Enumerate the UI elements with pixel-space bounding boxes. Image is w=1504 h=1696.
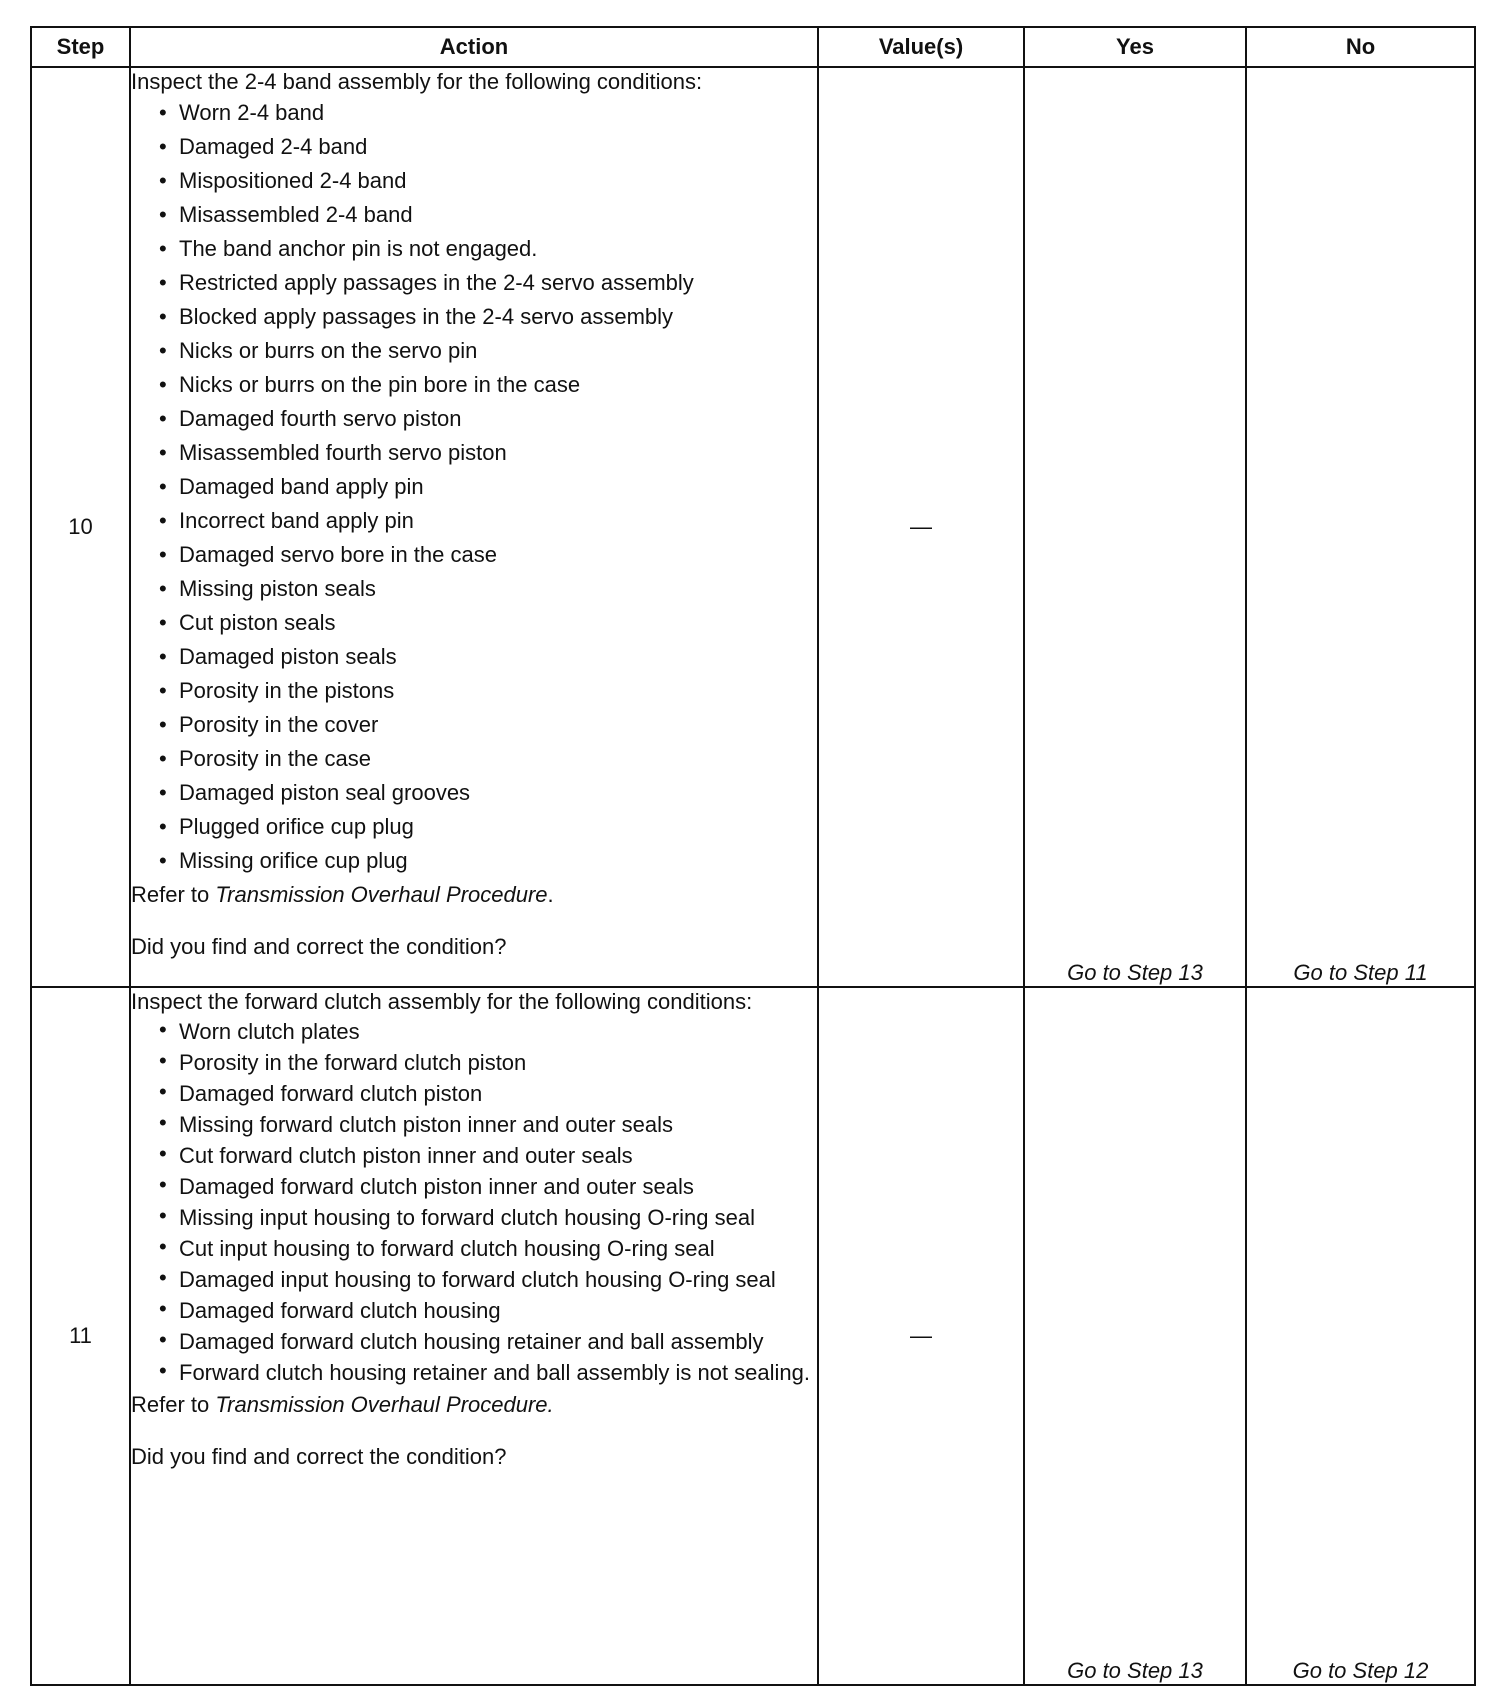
refer-document: Transmission Overhaul Procedure bbox=[215, 882, 548, 907]
header-no: No bbox=[1246, 27, 1475, 67]
yes-cell: Go to Step 13 bbox=[1024, 987, 1246, 1685]
header-values: Value(s) bbox=[818, 27, 1024, 67]
condition-item: • Plugged orifice cup plug bbox=[159, 810, 817, 844]
refer-line bbox=[131, 878, 817, 912]
value-cell: — bbox=[818, 987, 1024, 1685]
condition-item: • Damaged band apply pin bbox=[159, 470, 817, 504]
question-text: Did you find and correct the condition? bbox=[131, 934, 507, 959]
condition-item: • Missing input housing to forward clutch housing O-ring seal bbox=[159, 1202, 817, 1233]
action-cell bbox=[130, 67, 818, 987]
condition-item: • Damaged 2-4 band bbox=[159, 130, 817, 164]
condition-item: • Restricted apply passages in the 2-4 servo assembly bbox=[159, 266, 817, 300]
header-yes: Yes bbox=[1024, 27, 1246, 67]
table-row-step-10 bbox=[31, 67, 1475, 987]
condition-item: • Porosity in the pistons bbox=[159, 674, 817, 708]
condition-item: • Damaged forward clutch housing bbox=[159, 1295, 817, 1326]
condition-item: • Nicks or burrs on the servo pin bbox=[159, 334, 817, 368]
value-cell: — bbox=[818, 67, 1024, 987]
condition-item: • Damaged forward clutch piston inner and outer seals bbox=[159, 1171, 817, 1202]
condition-item: • Nicks or burrs on the pin bore in the case bbox=[159, 368, 817, 402]
header-row bbox=[31, 27, 1475, 67]
condition-item: • Misassembled fourth servo piston bbox=[159, 436, 817, 470]
condition-item: • Missing forward clutch piston inner and outer seals bbox=[159, 1109, 817, 1140]
refer-prefix: Refer to bbox=[131, 882, 216, 907]
refer-line bbox=[131, 1388, 817, 1422]
procedure-table bbox=[30, 26, 1476, 1686]
condition-item: • Porosity in the forward clutch piston bbox=[159, 1047, 817, 1078]
condition-list bbox=[131, 96, 817, 878]
action-intro: Inspect the 2-4 band assembly for the following conditions: bbox=[131, 69, 703, 94]
no-cell: Go to Step 12 bbox=[1246, 987, 1475, 1685]
step-number: 11 bbox=[31, 987, 130, 1685]
condition-item: • Damaged piston seals bbox=[159, 640, 817, 674]
condition-list bbox=[131, 1016, 817, 1388]
condition-item: • Worn clutch plates bbox=[159, 1016, 817, 1047]
condition-item: • Porosity in the case bbox=[159, 742, 817, 776]
condition-item: • Misassembled 2-4 band bbox=[159, 198, 817, 232]
table-row-step-11 bbox=[31, 987, 1475, 1685]
no-cell: Go to Step 11 bbox=[1246, 67, 1475, 987]
condition-item: • Porosity in the cover bbox=[159, 708, 817, 742]
refer-document: Transmission Overhaul Procedure. bbox=[215, 1392, 554, 1417]
condition-item: • Damaged forward clutch housing retainer and ball assembly bbox=[159, 1326, 817, 1357]
header-step: Step bbox=[31, 27, 130, 67]
refer-suffix: . bbox=[547, 882, 554, 907]
condition-item: • Forward clutch housing retainer and ball assembly is not sealing. bbox=[159, 1357, 817, 1388]
condition-item: • Damaged forward clutch piston bbox=[159, 1078, 817, 1109]
condition-item: • Missing piston seals bbox=[159, 572, 817, 606]
question-text: Did you find and correct the condition? bbox=[131, 1444, 507, 1469]
condition-item: • Cut input housing to forward clutch housing O-ring seal bbox=[159, 1233, 817, 1264]
header-action: Action bbox=[130, 27, 818, 67]
action-cell bbox=[130, 987, 818, 1685]
condition-item: • Cut piston seals bbox=[159, 606, 817, 640]
condition-item: • Damaged input housing to forward clutch housing O-ring seal bbox=[159, 1264, 817, 1295]
condition-item: • Blocked apply passages in the 2-4 servo assembly bbox=[159, 300, 817, 334]
yes-cell: Go to Step 13 bbox=[1024, 67, 1246, 987]
condition-item: • Missing orifice cup plug bbox=[159, 844, 817, 878]
condition-item: • Worn 2-4 band bbox=[159, 96, 817, 130]
condition-item: • Damaged servo bore in the case bbox=[159, 538, 817, 572]
action-intro: Inspect the forward clutch assembly for the following conditions: bbox=[131, 989, 753, 1014]
condition-item: • Damaged piston seal grooves bbox=[159, 776, 817, 810]
refer-prefix: Refer to bbox=[131, 1392, 216, 1417]
condition-item: • Cut forward clutch piston inner and outer seals bbox=[159, 1140, 817, 1171]
step-number: 10 bbox=[31, 67, 130, 987]
condition-item: • Mispositioned 2-4 band bbox=[159, 164, 817, 198]
condition-item: • Incorrect band apply pin bbox=[159, 504, 817, 538]
condition-item: • Damaged fourth servo piston bbox=[159, 402, 817, 436]
condition-item: • The band anchor pin is not engaged. bbox=[159, 232, 817, 266]
